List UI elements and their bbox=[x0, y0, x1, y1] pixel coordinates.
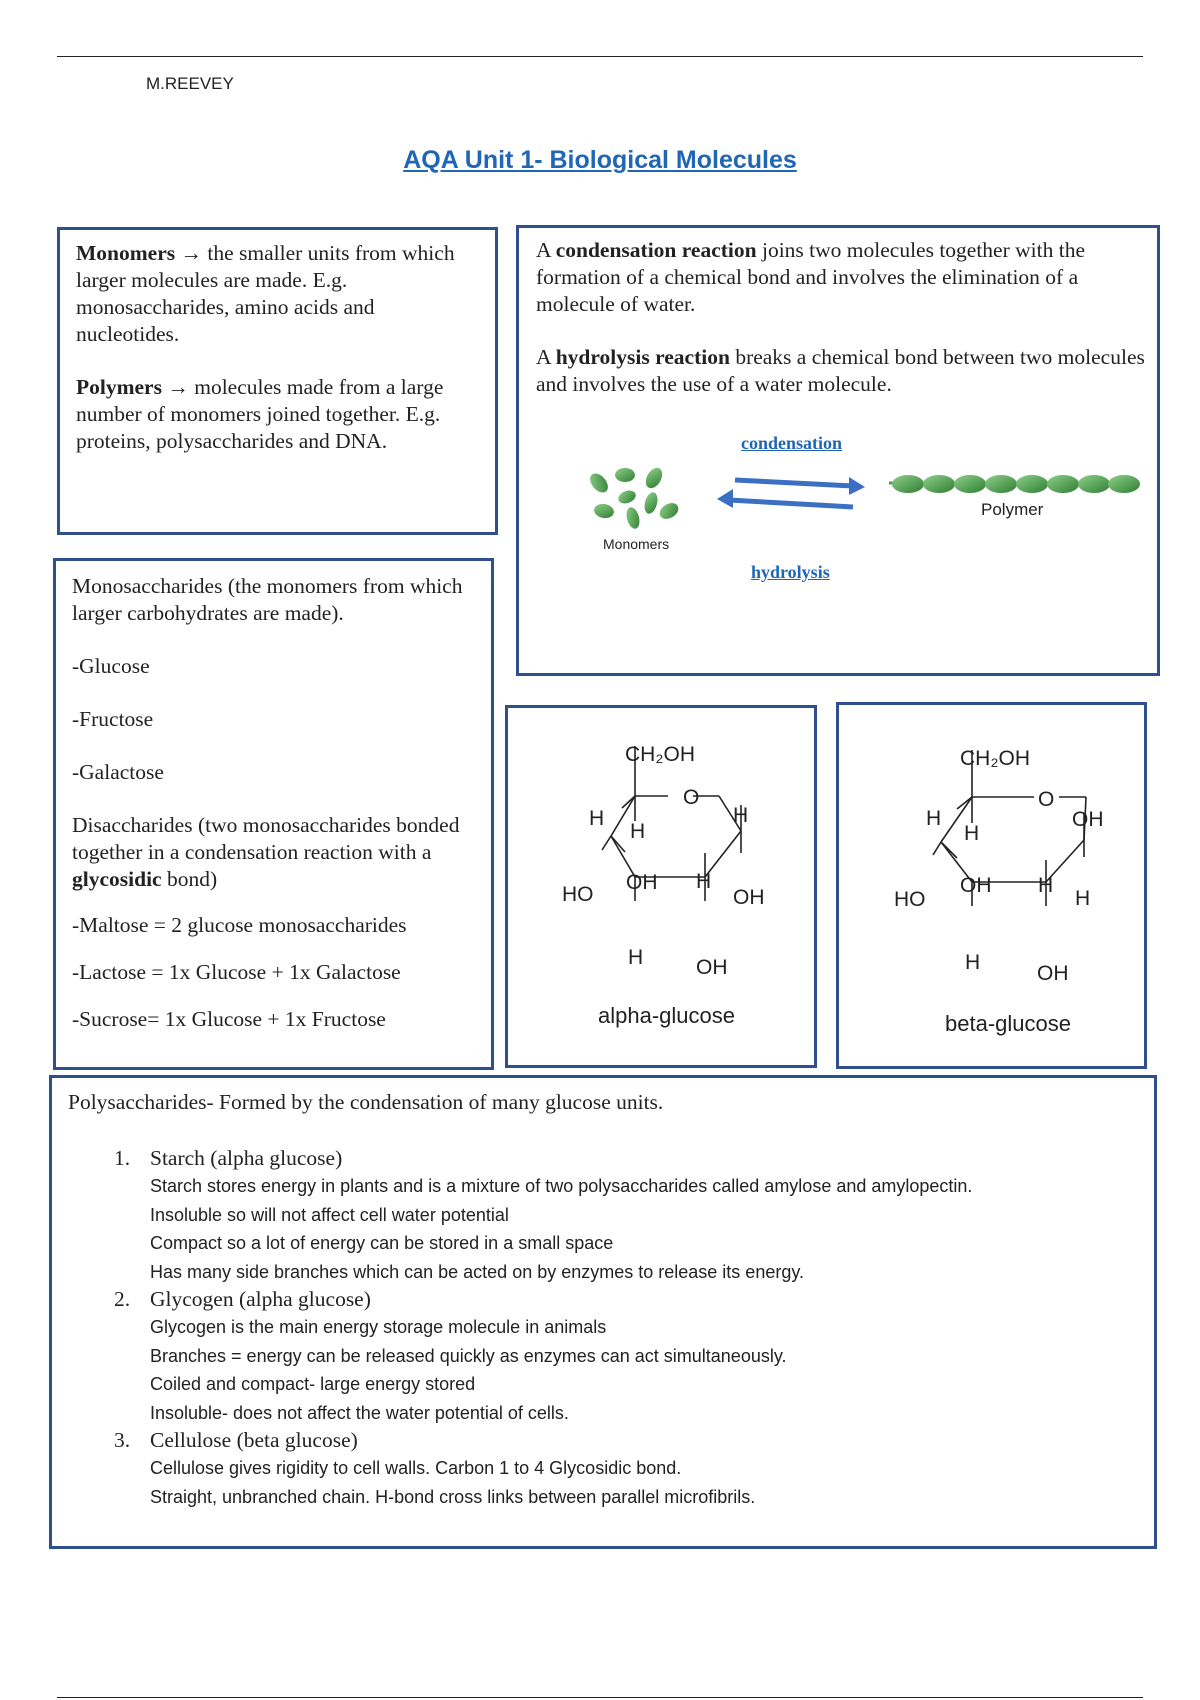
alpha-glucose-caption: alpha-glucose bbox=[598, 1003, 735, 1028]
polysaccharide-heading: Glycogen (alpha glucose) bbox=[150, 1287, 371, 1311]
monomers-diagram-label: Monomers bbox=[603, 536, 670, 552]
di-intro-pre: Disaccharides (two monosaccharides bonded together in a condensation reaction with a bbox=[72, 813, 460, 864]
page-title bbox=[0, 146, 1200, 175]
saccharides-box bbox=[53, 558, 494, 1070]
polysaccharides-list bbox=[68, 1145, 1138, 1511]
ho-label: HO bbox=[562, 883, 594, 906]
condensation-definition bbox=[536, 237, 1146, 318]
monomers-text: the smaller units from which larger molecules are made. E.g. monosaccharides, amino acids and nucleotides. bbox=[76, 241, 455, 346]
mono-item: -Fructose bbox=[72, 707, 154, 731]
polysaccharide-detail: Cellulose gives rigidity to cell walls. Carbon 1 to 4 Glycosidic bond. bbox=[150, 1458, 682, 1478]
hydrolysis-term: hydrolysis reaction bbox=[555, 345, 730, 369]
list-number: 1. bbox=[114, 1146, 131, 1170]
polysaccharide-heading: Cellulose (beta glucose) bbox=[150, 1428, 358, 1452]
beta-glucose-caption: beta-glucose bbox=[945, 1011, 1071, 1036]
condensation-text: joins two molecules together with the formation of a chemical bond and involves the elimination of a molecule of water. bbox=[536, 238, 1086, 316]
h-label: H bbox=[926, 807, 942, 830]
oh-label: OH bbox=[1072, 808, 1104, 831]
condensation-term: condensation reaction bbox=[555, 238, 757, 262]
polysaccharides-box bbox=[49, 1075, 1157, 1549]
oh-label: OH bbox=[626, 871, 658, 894]
polysaccharide-item bbox=[68, 1427, 1138, 1511]
page-title-text: AQA Unit 1- Biological Molecules bbox=[403, 146, 797, 174]
beta-glucose-box bbox=[836, 702, 1147, 1069]
top-rule bbox=[57, 56, 1143, 57]
h-label: H bbox=[628, 946, 644, 969]
oh-label: OH bbox=[696, 956, 728, 979]
di-item: -Lactose = 1x Glucose + 1x Galactose bbox=[72, 960, 401, 984]
di-item: -Sucrose= 1x Glucose + 1x Fructose bbox=[72, 1007, 386, 1031]
mono-item: -Glucose bbox=[72, 654, 150, 678]
arrow-right-icon: → bbox=[180, 241, 202, 265]
oh-label: OH bbox=[1037, 962, 1069, 985]
hydrolysis-label: hydrolysis bbox=[751, 562, 830, 582]
condensation-label: condensation bbox=[741, 433, 843, 453]
arrow-right-icon: → bbox=[167, 375, 189, 399]
h-label: H bbox=[589, 807, 605, 830]
oh-label: OH bbox=[960, 874, 992, 897]
ch2oh-label: CH₂OH bbox=[625, 743, 695, 766]
h-label: H bbox=[964, 822, 980, 845]
condensation-arrow bbox=[735, 477, 865, 495]
di-item: -Maltose = 2 glucose monosaccharides bbox=[72, 913, 407, 937]
polysaccharide-detail: Coiled and compact- large energy stored bbox=[150, 1374, 476, 1394]
bottom-rule bbox=[57, 1697, 1143, 1698]
condensation-pre: A bbox=[536, 238, 556, 262]
monomer-beads bbox=[587, 465, 682, 530]
polymers-term: Polymers bbox=[76, 375, 162, 399]
polymer-diagram-label: Polymer bbox=[981, 500, 1044, 519]
disaccharides-intro bbox=[72, 812, 472, 893]
h-label: H bbox=[1075, 887, 1091, 910]
polysaccharide-detail: Has many side branches which can be acted on by enzymes to release its energy. bbox=[150, 1261, 805, 1282]
ring-oxygen-label: O bbox=[683, 786, 700, 809]
glycosidic-term: glycosidic bbox=[72, 867, 162, 891]
list-number: 2. bbox=[114, 1287, 131, 1311]
monosaccharides-intro: Monosaccharides (the monomers from which larger carbohydrates are made). bbox=[72, 574, 463, 625]
polymers-text: molecules made from a large number of monomers joined together. E.g. proteins, polysaccharides and DNA. bbox=[76, 375, 444, 453]
list-number: 3. bbox=[114, 1428, 131, 1452]
reactions-box bbox=[516, 225, 1160, 676]
h-label: H bbox=[965, 951, 981, 974]
hydrolysis-definition bbox=[536, 344, 1146, 398]
polysaccharide-detail: Branches = energy can be released quickly as enzymes can act simultaneously. bbox=[150, 1345, 787, 1366]
monomers-polymers-box bbox=[57, 227, 498, 535]
polymers-definition bbox=[76, 374, 476, 455]
beta-glucose-structure bbox=[839, 705, 1142, 1064]
polymer-chain bbox=[889, 475, 1140, 493]
alpha-glucose-box bbox=[505, 705, 817, 1068]
hydrolysis-arrow bbox=[717, 489, 853, 508]
author-name: M.REEVEY bbox=[146, 74, 234, 93]
polysaccharide-detail: Compact so a lot of energy can be stored in a small space bbox=[150, 1233, 614, 1253]
monomers-term: Monomers bbox=[76, 241, 176, 265]
polysaccharide-heading: Starch (alpha glucose) bbox=[150, 1146, 343, 1170]
polysaccharides-intro: Polysaccharides- Formed by the condensation of many glucose units. bbox=[68, 1090, 664, 1114]
hydrolysis-text: breaks a chemical bond between two molecules and involves the use of a water molecule. bbox=[536, 345, 1145, 396]
polysaccharide-detail: Glycogen is the main energy storage molecule in animals bbox=[150, 1317, 607, 1337]
ch2oh-label: CH₂OH bbox=[960, 747, 1030, 770]
di-intro-post: bond) bbox=[161, 867, 218, 891]
h-label: H bbox=[733, 804, 749, 827]
monomers-definition bbox=[76, 240, 476, 348]
ring-oxygen-label: O bbox=[1038, 788, 1055, 811]
alpha-glucose-structure bbox=[508, 708, 812, 1063]
mono-item: -Galactose bbox=[72, 760, 164, 784]
ho-label: HO bbox=[894, 888, 926, 911]
oh-label: OH bbox=[733, 886, 765, 909]
h-label: H bbox=[696, 870, 712, 893]
polysaccharide-detail: Insoluble- does not affect the water potential of cells. bbox=[150, 1402, 569, 1423]
polysaccharide-detail: Starch stores energy in plants and is a mixture of two polysaccharides called amylose and amylopectin. bbox=[150, 1176, 973, 1196]
h-label: H bbox=[630, 820, 646, 843]
polysaccharide-detail: Insoluble so will not affect cell water potential bbox=[150, 1204, 509, 1225]
h-label: H bbox=[1038, 874, 1054, 897]
polysaccharide-item bbox=[68, 1286, 1138, 1427]
polysaccharide-item bbox=[68, 1145, 1138, 1286]
hydrolysis-pre: A bbox=[536, 345, 556, 369]
polysaccharide-detail: Straight, unbranched chain. H-bond cross links between parallel microfibrils. bbox=[150, 1486, 756, 1507]
condensation-hydrolysis-diagram bbox=[519, 453, 1155, 633]
